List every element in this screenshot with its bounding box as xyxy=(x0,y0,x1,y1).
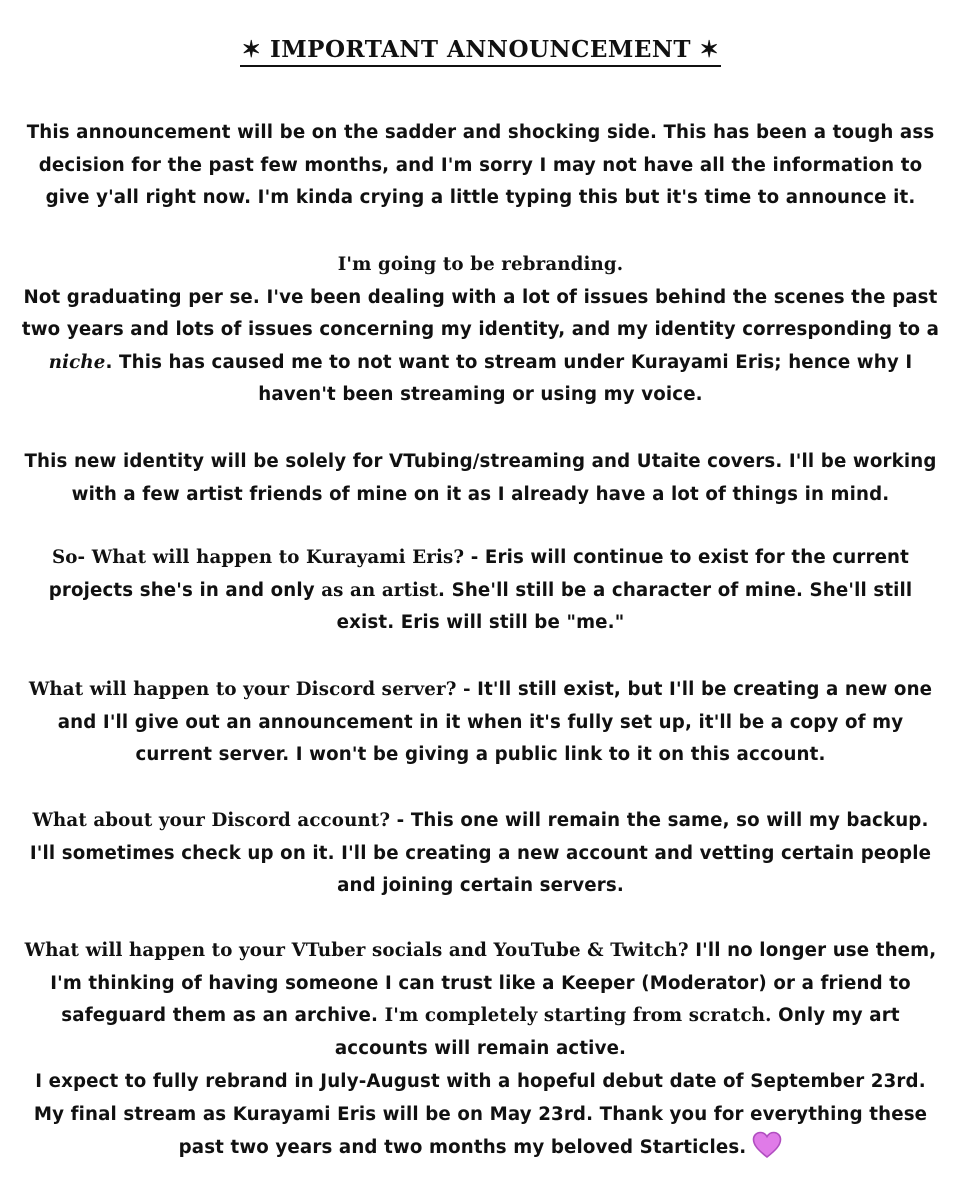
rebranding-paragraph xyxy=(18,249,943,412)
socials-faq-paragraph xyxy=(18,935,943,1065)
eris-answer-after: . She'll still be a character of mine. She'll still exist. Eris will still be "me." xyxy=(336,579,913,633)
rebranding-body-after: . This has caused me to not want to stream under Kurayami Eris; hence why I haven't been streaming or using my voice. xyxy=(105,351,913,405)
discord-server-question: What will happen to your Discord server? - xyxy=(28,679,471,700)
page-title: ✶ IMPORTANT ANNOUNCEMENT ✶ xyxy=(240,36,722,67)
rebranding-heading: I'm going to be rebranding. xyxy=(337,254,624,275)
discord-account-answer: - This one will remain the same, so will my backup. I'll sometimes check up on it. I'll be creating a new account and vetting certain people and joining certain servers. xyxy=(29,810,932,896)
eris-question: So- What will happen to Kurayami Eris? xyxy=(51,547,465,568)
purple-heart-icon xyxy=(752,1131,782,1159)
title-container xyxy=(18,0,943,76)
discord-account-faq-paragraph xyxy=(18,805,943,903)
rebranding-body-before: Not graduating per se. I've been dealing with a lot of issues behind the scenes the past two years and lots of issues concerning my identity, and my identity corresponding to a xyxy=(21,286,940,340)
niche-emphasis: niche xyxy=(48,351,106,373)
artist-emphasis: as an artist xyxy=(321,579,439,601)
intro-paragraph: This announcement will be on the sadder and shocking side. This has been a tough ass decision for the past few months, and I'm sorry I may not have all the information to give y'all right now. I'm kinda crying a little typing this but it's time to announce it. xyxy=(26,122,935,208)
eris-answer-before: - Eris will continue to exist for the current projects she's in and only xyxy=(48,547,910,601)
scratch-emphasis: I'm completely starting from scratch. xyxy=(384,1005,772,1026)
socials-answer-before: I'll no longer use them, I'm thinking of having someone I can trust like a Keeper (Moderator) or a friend to safeguard them as an archive. xyxy=(50,940,937,1026)
socials-question: What will happen to your VTuber socials and YouTube & Twitch? xyxy=(24,940,689,961)
discord-account-question: What about your Discord account? xyxy=(32,810,391,831)
closing-text: I expect to fully rebrand in July-August with a hopeful debut date of September 23rd. My final stream as Kurayami Eris will be on May 23rd. Thank you for everything these past two years and two months my beloved Starticles. xyxy=(33,1071,928,1158)
discord-server-faq-paragraph xyxy=(18,674,943,772)
eris-faq-paragraph xyxy=(18,542,943,640)
new-identity-paragraph: This new identity will be solely for VTubing/streaming and Utaite covers. I'll be working with a few artist friends of mine on it as I already have a lot of things in mind. xyxy=(24,451,937,505)
socials-answer-after: Only my art accounts will remain active. xyxy=(334,1005,900,1059)
closing-paragraph xyxy=(18,1066,943,1165)
discord-server-answer: It'll still exist, but I'll be creating a new one and I'll give out an announcement in it when it's fully set up, it'll be a copy of my current server. I won't be giving a public link to it on this account. xyxy=(57,679,933,765)
